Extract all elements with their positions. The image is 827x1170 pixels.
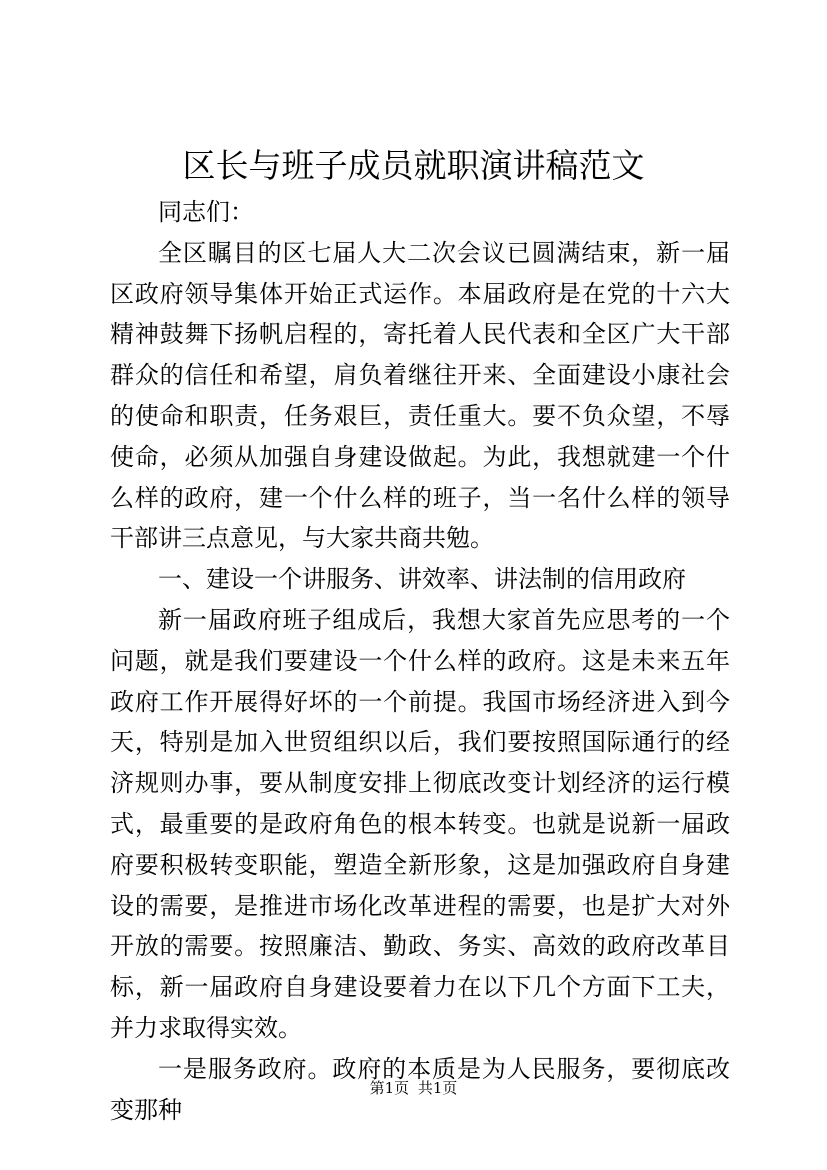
intro-paragraph: 全区瞩目的区七届人大二次会议已圆满结束，新一届区政府领导集体开始正式运作。本届政府是在党的十六大精神鼓舞下扬帆启程的，寄托着人民代表和全区广大干部群众的信任和希望，肩负着继往开来、全面建设小康社会的使命和职责，任务艰巨，责任重大。要不负众望，不辱使命，必须从加强自身建设做起。为此，我想就建一个什么样的政府，建一个什么样的班子，当一名什么样的领导干部讲三点意见，与大家共商共勉。 [110, 238, 730, 553]
body-paragraph: 新一届政府班子组成后，我想大家首先应思考的一个问题，就是我们要建设一个什么样的政府。这是未来五年政府工作开展得好坏的一个前提。我国市场经济进入到今天，特别是加入世贸组织以后，我们要按照国际通行的经济规则办事，要从制度安排上彻底改变计划经济的运行模式，最重要的是政府角色的根本转变。也就是说新一届政府要积极转变职能，塑造全新形象，这是加强政府自身建设的需要，是推进市场化改革进程的需要，也是扩大对外开放的需要。按照廉洁、勤政、务实、高效的政府改革目标，新一届政府自身建设要着力在以下几个方面下工夫，并力求取得实效。 [110, 605, 730, 1042]
document-body [110, 192, 730, 1130]
body-paragraph-continued: 一是服务政府。政府的本质是为人民服务，要彻底改变那种 [110, 1054, 730, 1124]
page-number: 第1页 [369, 1079, 410, 1097]
salutation-paragraph: 同志们： [158, 198, 254, 226]
document-title: 区长与班子成员就职演讲稿范文 [182, 146, 645, 185]
total-pages: 共1页 [417, 1079, 458, 1097]
page-footer [0, 1078, 827, 1098]
section-heading: 一、建设一个讲服务、讲效率、讲法制的信用政府 [158, 565, 686, 594]
